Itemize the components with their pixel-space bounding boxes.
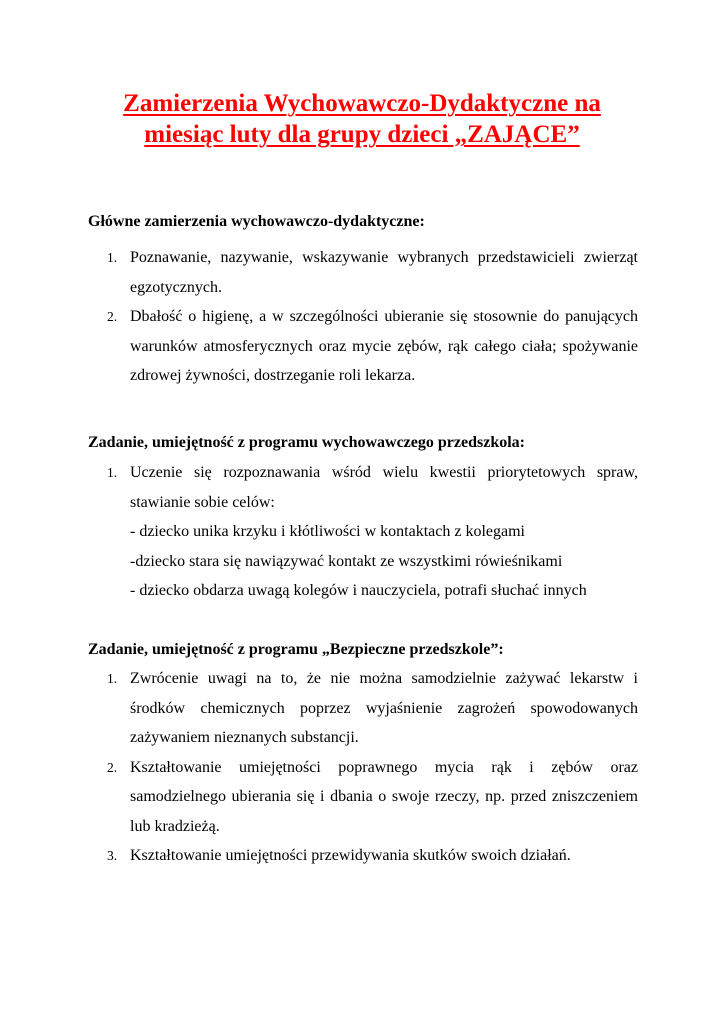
item-subline: -dziecko stara się nawiązywać kontakt ze wszystkimi rówieśnikami: [130, 552, 563, 570]
item-text: Dbałość o higienę, a w szczególności ubieranie się stosownie do panujących warunków atmosferycznych oraz mycie zębów, rąk całego ciała; spożywanie zdrowej żywności, dostrzeganie roli lekarza.: [130, 308, 638, 384]
item-text: Uczenie się rozpoznawania wśród wielu kwestii priorytetowych spraw, stawianie sobie celów:: [130, 464, 638, 511]
section-heading-main-goals: Główne zamierzenia wychowawczo-dydaktyczne:: [88, 213, 425, 230]
item-subline: - dziecko obdarza uwagą kolegów i nauczyciela, potrafi słuchać innych: [130, 582, 587, 599]
section-heading-safe-kindergarten: Zadanie, umiejętność z programu „Bezpieczne przedszkole”:: [88, 641, 504, 658]
list-item: [88, 841, 638, 871]
list-item: [88, 243, 638, 302]
item-text: Kształtowanie umiejętności poprawnego mycia rąk i zębów oraz samodzielnego ubierania się i dbania o swoje rzeczy, np. przed zniszczeniem lub kradzieżą.: [130, 758, 638, 835]
main-goals-list: [88, 243, 638, 391]
safe-kindergarten-list: [88, 664, 638, 871]
item-number: 2.: [107, 759, 118, 775]
item-text: Zwrócenie uwagi na to, że nie można samodzielnie zażywać lekarstw i środków chemicznych poprzez wyjaśnienie zagrożeń spowodowanych zażywaniem nieznanych substancji.: [130, 670, 638, 746]
item-text: Kształtowanie umiejętności przewidywania skutków swoich działań.: [130, 847, 571, 864]
list-item: [88, 664, 638, 753]
item-number: 3.: [107, 848, 118, 863]
item-number: 2.: [107, 309, 118, 324]
section-heading-kindergarten-program: Zadanie, umiejętność z programu wychowawczego przedszkola:: [88, 434, 525, 451]
item-number: 1.: [107, 671, 118, 686]
kindergarten-program-list: [88, 458, 638, 606]
title-line-1: Zamierzenia Wychowawczo-Dydaktyczne na: [123, 90, 601, 117]
list-item: [88, 753, 638, 842]
title-line-2: miesiąc luty dla grupy dzieci „ZAJĄCE”: [144, 121, 580, 148]
list-item: [88, 302, 638, 391]
item-number: 1.: [107, 250, 118, 265]
item-number: 1.: [107, 465, 118, 480]
item-subline: - dziecko unika krzyku i kłótliwości w kontaktach z kolegami: [130, 523, 525, 540]
list-item: [88, 458, 638, 606]
item-text: Poznawanie, nazywanie, wskazywanie wybranych przedstawicieli zwierząt egzotycznych.: [130, 249, 638, 296]
document-title: [60, 88, 664, 150]
